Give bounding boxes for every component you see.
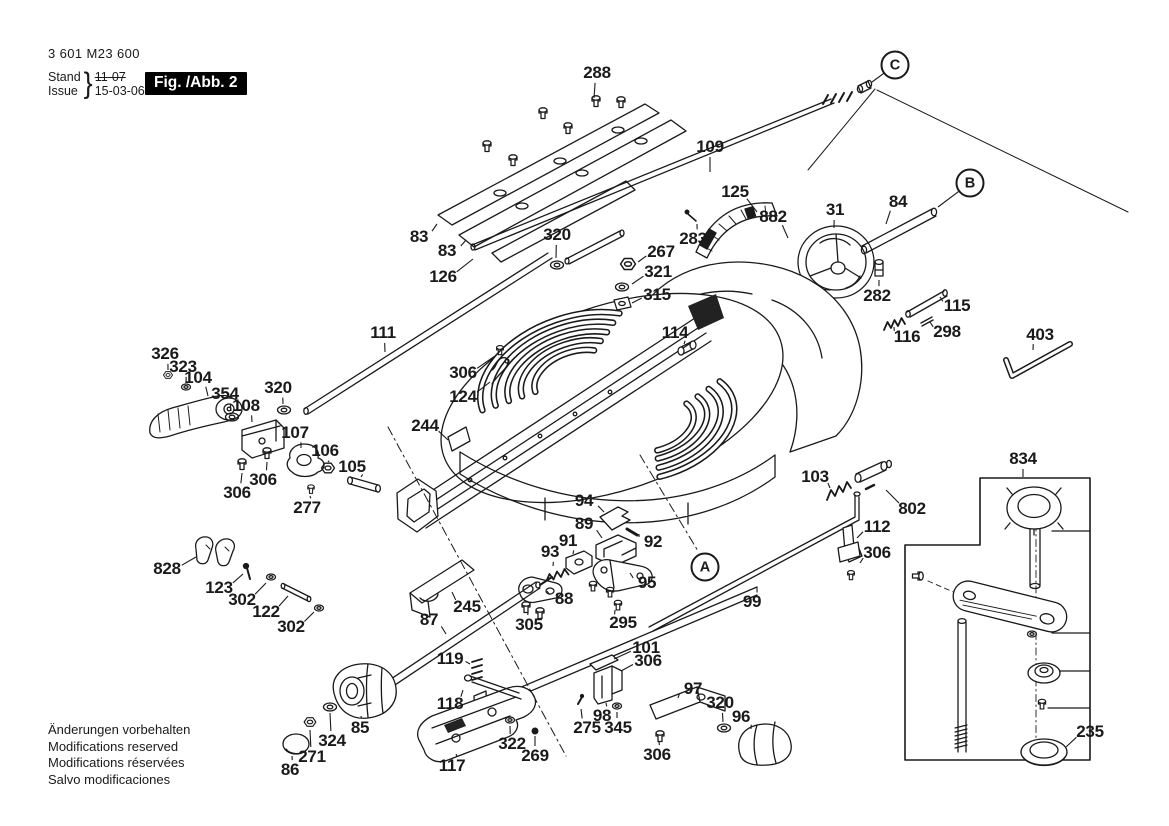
small-parts-right xyxy=(884,290,1070,376)
title-block xyxy=(48,46,238,100)
modifications-note xyxy=(48,722,190,788)
part-callout-104: 104 xyxy=(184,368,212,387)
part-callout-91: 91 xyxy=(558,531,578,550)
part-callout-118: 118 xyxy=(436,694,464,713)
detail-inset-box xyxy=(905,478,1090,765)
part-callout-282: 282 xyxy=(863,286,891,305)
part-callout-320: 320 xyxy=(543,225,571,244)
part-callout-288: 288 xyxy=(583,63,611,82)
part-callout-109: 109 xyxy=(696,137,724,156)
part-callout-882: 882 xyxy=(759,207,787,226)
part-callout-244: 244 xyxy=(411,416,439,435)
assembly-ref-marker-B: B xyxy=(956,169,985,198)
part-callout-83: 83 xyxy=(437,241,457,260)
part-callout-103: 103 xyxy=(801,467,829,486)
part-callout-125: 125 xyxy=(721,182,749,201)
part-callout-295: 295 xyxy=(609,613,637,632)
miter-scale-segment xyxy=(685,203,777,258)
part-callout-86: 86 xyxy=(280,760,300,779)
revision-issue-value: 15-03-06 xyxy=(94,83,145,98)
part-callout-345: 345 xyxy=(604,718,632,737)
depth-stop-cluster xyxy=(283,560,552,762)
assembly-ref-marker-C: C xyxy=(881,51,910,80)
part-callout-302: 302 xyxy=(277,617,305,636)
part-callout-326: 326 xyxy=(151,344,179,363)
part-callout-271: 271 xyxy=(298,747,326,766)
part-callout-83: 83 xyxy=(409,227,429,246)
part-callout-112: 112 xyxy=(863,517,891,536)
part-callout-306: 306 xyxy=(634,651,662,670)
note-line-fr: Modifications réservées xyxy=(48,755,185,770)
part-callout-354: 354 xyxy=(211,384,239,403)
part-callout-315: 315 xyxy=(643,285,671,304)
part-callout-320: 320 xyxy=(264,378,292,397)
part-callout-115: 115 xyxy=(943,296,971,315)
support-bracket-cluster xyxy=(578,666,791,765)
revision-stand-value: 11-07 xyxy=(94,69,126,84)
part-callout-403: 403 xyxy=(1026,325,1054,344)
part-callout-834: 834 xyxy=(1009,449,1037,468)
part-callout-306: 306 xyxy=(223,483,251,502)
part-callout-323: 323 xyxy=(169,357,197,376)
part-callout-94: 94 xyxy=(574,491,594,510)
part-callout-320: 320 xyxy=(706,693,734,712)
part-callout-122: 122 xyxy=(252,602,280,621)
part-callout-119: 119 xyxy=(436,649,464,668)
part-callout-108: 108 xyxy=(232,396,260,415)
part-callout-124: 124 xyxy=(449,387,477,406)
part-callout-269: 269 xyxy=(521,746,549,765)
part-callout-322: 322 xyxy=(498,734,526,753)
revision-stand-label: Stand xyxy=(48,69,81,84)
part-callout-96: 96 xyxy=(731,707,751,726)
note-line-en: Modifications reserved xyxy=(48,738,179,754)
part-callout-97: 97 xyxy=(683,679,703,698)
part-callout-93: 93 xyxy=(540,542,560,561)
part-callout-99: 99 xyxy=(742,592,762,611)
part-callout-283: 283 xyxy=(679,229,707,248)
revision-issue-label: Issue xyxy=(48,83,78,98)
revision-block xyxy=(48,68,145,99)
part-callout-306: 306 xyxy=(863,543,891,562)
assembly-ref-marker-A: A xyxy=(691,553,720,582)
part-callout-828: 828 xyxy=(153,559,181,578)
clamp-828-cluster xyxy=(196,537,324,611)
part-callout-802: 802 xyxy=(898,499,926,518)
part-callout-302: 302 xyxy=(228,590,256,609)
part-callout-305: 305 xyxy=(515,615,543,634)
part-callout-105: 105 xyxy=(338,457,366,476)
part-callout-107: 107 xyxy=(281,423,309,442)
part-callout-277: 277 xyxy=(293,498,321,517)
part-callout-324: 324 xyxy=(318,731,346,750)
part-callout-267: 267 xyxy=(647,242,675,261)
note-line-de: Änderungen vorbehalten xyxy=(48,722,191,737)
part-callout-123: 123 xyxy=(205,578,233,597)
part-callout-306: 306 xyxy=(449,363,477,382)
part-callout-84: 84 xyxy=(888,192,908,211)
part-callout-117: 117 xyxy=(438,756,466,775)
document-number: 3 601 M23 600 xyxy=(48,46,140,61)
part-callout-92: 92 xyxy=(643,532,663,551)
part-callout-95: 95 xyxy=(637,573,657,592)
part-callout-31: 31 xyxy=(825,200,845,219)
part-callout-106: 106 xyxy=(311,441,339,460)
part-callout-306: 306 xyxy=(249,470,277,489)
part-callout-116: 116 xyxy=(893,327,921,346)
part-callout-126: 126 xyxy=(429,267,457,286)
part-callout-101: 101 xyxy=(632,638,660,657)
part-callout-306: 306 xyxy=(643,745,671,764)
note-line-es: Salvo modificaciones xyxy=(48,771,171,787)
part-callout-275: 275 xyxy=(573,718,601,737)
detent-assembly xyxy=(519,507,652,619)
part-callout-321: 321 xyxy=(644,262,672,281)
part-callout-235: 235 xyxy=(1076,722,1104,741)
miter-saw-turntable xyxy=(397,253,862,543)
part-callout-245: 245 xyxy=(453,597,481,616)
part-callout-111: 111 xyxy=(370,323,396,342)
part-callout-89: 89 xyxy=(574,514,594,533)
figure-badge: Fig. /Abb. 2 xyxy=(145,72,247,95)
part-callout-87: 87 xyxy=(419,610,439,629)
part-callout-88: 88 xyxy=(554,589,574,608)
part-callout-114: 114 xyxy=(661,323,689,342)
part-callout-298: 298 xyxy=(933,322,961,341)
part-callout-98: 98 xyxy=(592,706,612,725)
brace-glyph: } xyxy=(83,66,93,100)
part-callout-85: 85 xyxy=(350,718,370,737)
